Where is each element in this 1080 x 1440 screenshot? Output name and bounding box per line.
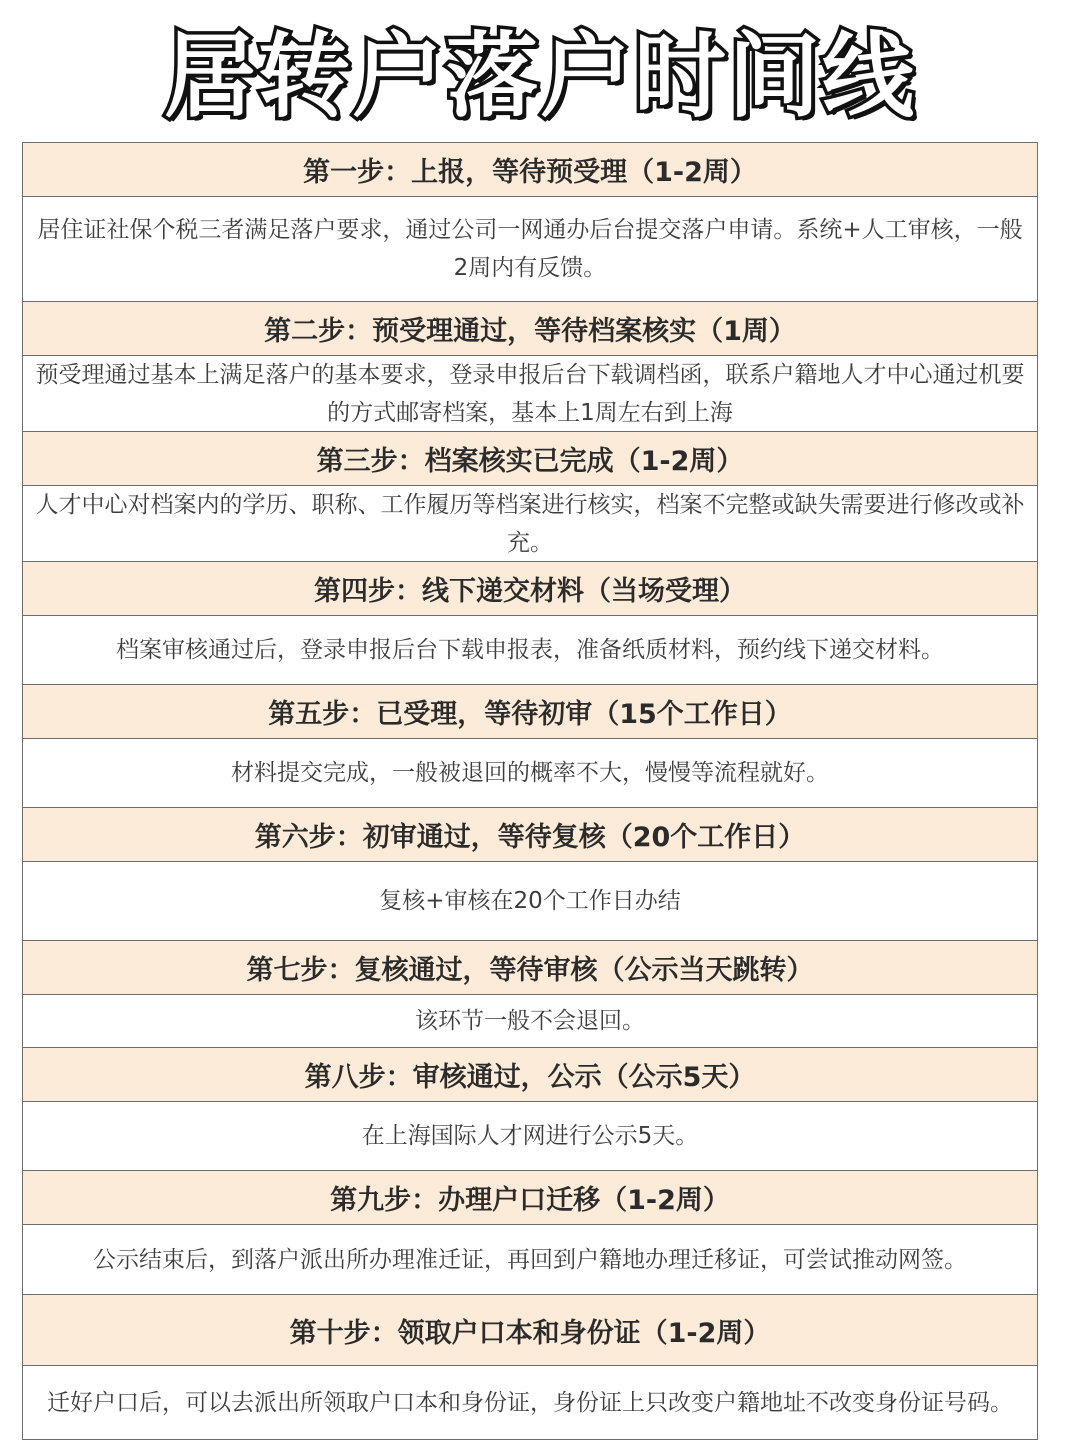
step-5-description: 材料提交完成，一般被退回的概率不大，慢慢等流程就好。 <box>23 738 1037 807</box>
step-6-description: 复核+审核在20个工作日办结 <box>23 861 1037 940</box>
step-2-heading: 第二步：预受理通过，等待档案核实（1周） <box>23 301 1037 355</box>
step-5-heading: 第五步：已受理，等待初审（15个工作日） <box>23 684 1037 738</box>
page-title: 居转户落户时间线 <box>163 23 916 130</box>
timeline-table <box>22 142 1038 1440</box>
step-3-heading: 第三步：档案核实已完成（1-2周） <box>23 431 1037 485</box>
step-7-description: 该环节一般不会退回。 <box>23 994 1037 1047</box>
step-4-heading: 第四步：线下递交材料（当场受理） <box>23 561 1037 615</box>
step-1-description: 居住证社保个税三者满足落户要求，通过公司一网通办后台提交落户申请。系统+人工审核，一般2周内有反馈。 <box>23 196 1037 301</box>
step-8-description: 在上海国际人才网进行公示5天。 <box>23 1101 1037 1170</box>
step-6-heading: 第六步：初审通过，等待复核（20个工作日） <box>23 807 1037 861</box>
step-8-heading: 第八步：审核通过，公示（公示5天） <box>23 1047 1037 1101</box>
step-4-description: 档案审核通过后，登录申报后台下载申报表，准备纸质材料，预约线下递交材料。 <box>23 615 1037 684</box>
step-1-heading: 第一步：上报，等待预受理（1-2周） <box>23 142 1037 196</box>
step-9-description: 公示结束后，到落户派出所办理准迁证，再回到户籍地办理迁移证，可尝试推动网签。 <box>23 1224 1037 1294</box>
step-9-heading: 第九步：办理户口迁移（1-2周） <box>23 1170 1037 1224</box>
step-3-description: 人才中心对档案内的学历、职称、工作履历等档案进行核实，档案不完整或缺失需要进行修改或补充。 <box>23 485 1037 561</box>
step-2-description: 预受理通过基本上满足落户的基本要求，登录申报后台下载调档函，联系户籍地人才中心通过机要的方式邮寄档案，基本上1周左右到上海 <box>23 355 1037 431</box>
step-10-heading: 第十步：领取户口本和身份证（1-2周） <box>23 1294 1037 1365</box>
step-10-description: 迁好户口后，可以去派出所领取户口本和身份证，身份证上只改变户籍地址不改变身份证号码。 <box>23 1365 1037 1440</box>
step-7-heading: 第七步：复核通过，等待审核（公示当天跳转） <box>23 940 1037 994</box>
